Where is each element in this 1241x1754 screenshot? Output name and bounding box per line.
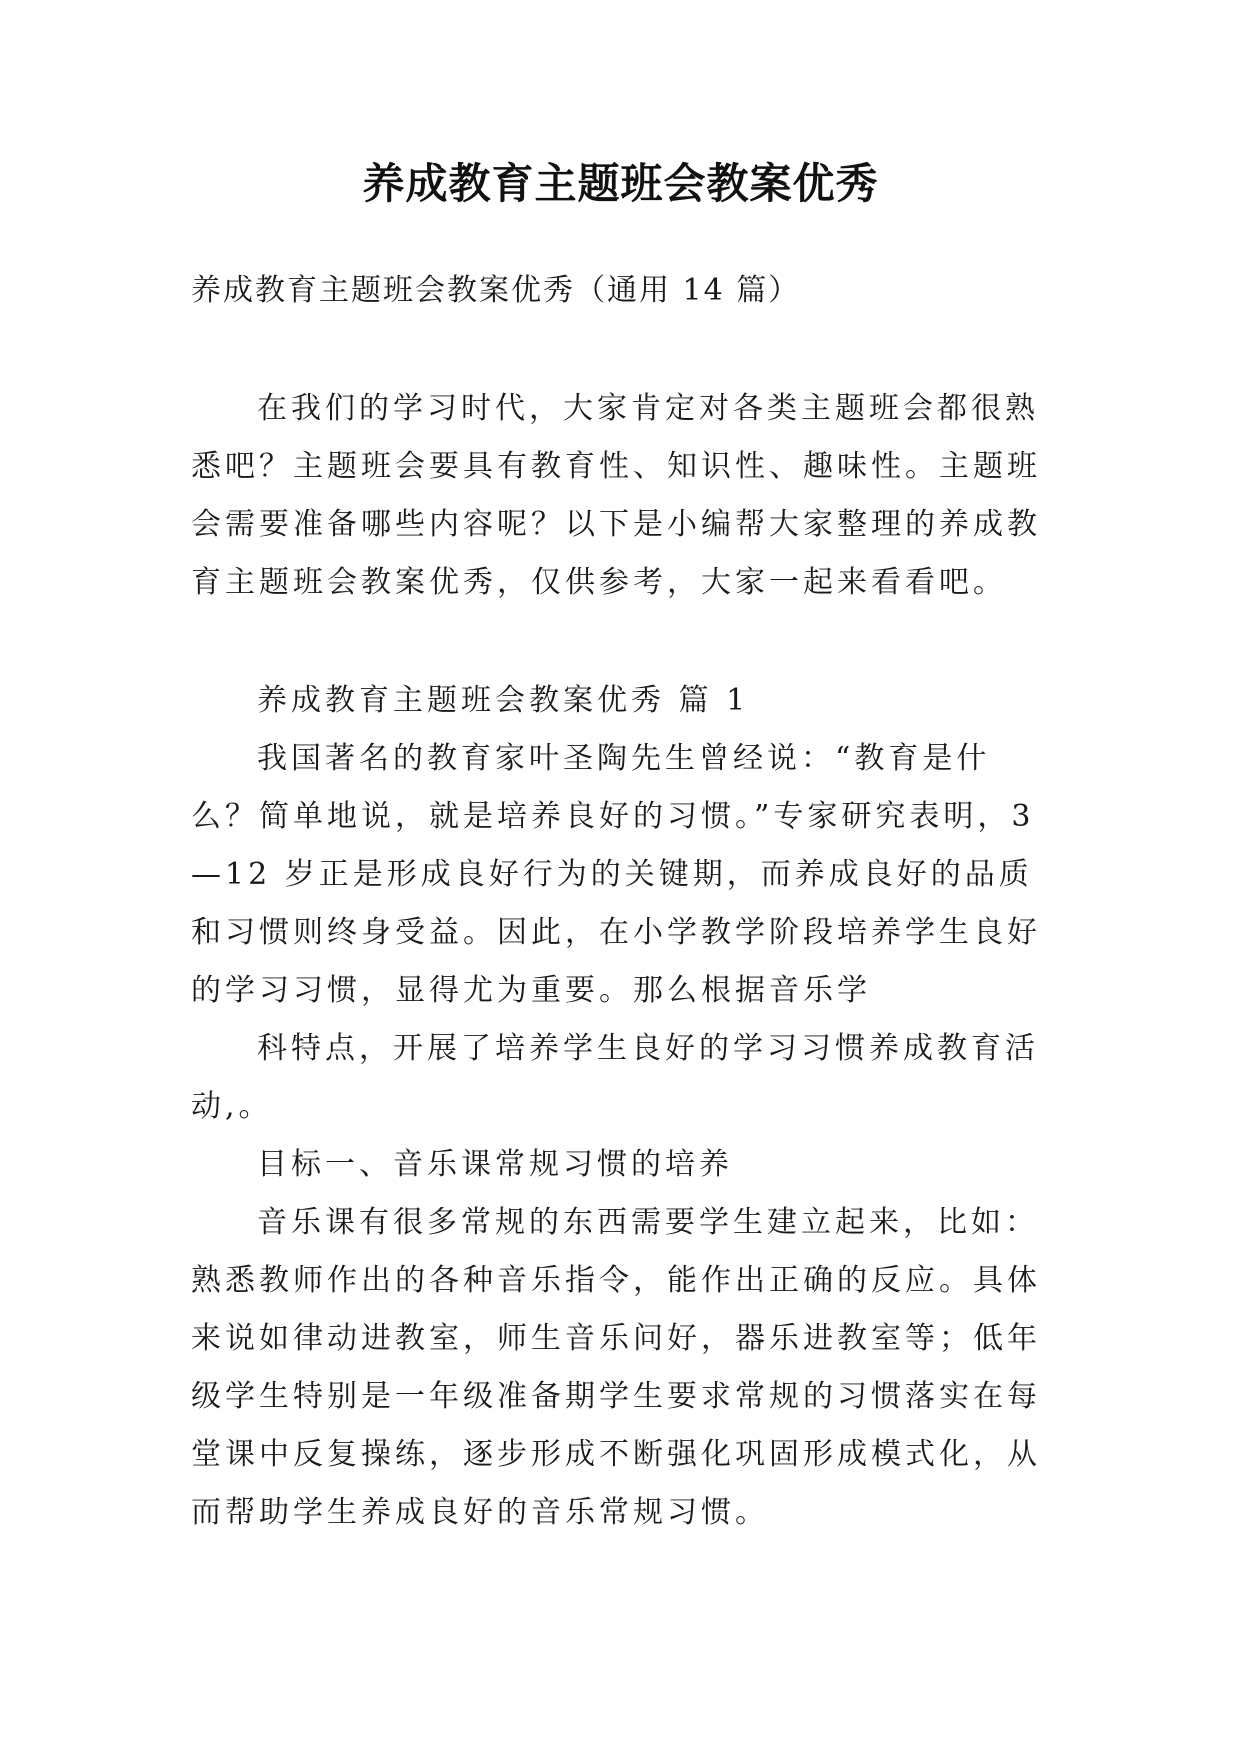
intro-paragraph: 在我们的学习时代，大家肯定对各类主题班会都很熟悉吧？主题班会要具有教育性、知识性、趣味性。主题班会需要准备哪些内容呢？以下是小编帮大家整理的养成教育主题班会教案优秀，仅供参考，大家一起来看看吧。 [191, 391, 1041, 600]
body-paragraph: 科特点，开展了培养学生良好的学习习惯养成教育活动,。 [191, 1031, 1039, 1124]
body-paragraph: 音乐课有很多常规的东西需要学生建立起来，比如：熟悉教师作出的各种音乐指令，能作出正确的反应。具体来说如律动进教室，师生音乐问好，器乐进教室等；低年级学生特别是一年级准备期学生要求常规的习惯落实在每堂课中反复操练，逐步形成不断强化巩固形成模式化，从而帮助学生养成良好的音乐常规习惯。 [191, 1205, 1041, 1530]
section-heading: 养成教育主题班会教案优秀 篇 1 [257, 683, 750, 718]
document-body [191, 262, 1056, 1542]
body-paragraph: 我国著名的教育家叶圣陶先生曾经说：“教育是什么？简单地说，就是培养良好的习惯。”专家研究表明，3—12 岁正是形成良好行为的关键期，而养成良好的品质和习惯则终身受益。因此，在小学教学阶段培养学生良好的学习习惯，显得尤为重要。那么根据音乐学 [191, 741, 1041, 1008]
document-title: 养成教育主题班会教案优秀 [362, 159, 879, 208]
document-subtitle: 养成教育主题班会教案优秀（通用 14 篇） [191, 273, 801, 308]
goal-heading: 目标一、音乐课常规习惯的培养 [257, 1147, 733, 1182]
